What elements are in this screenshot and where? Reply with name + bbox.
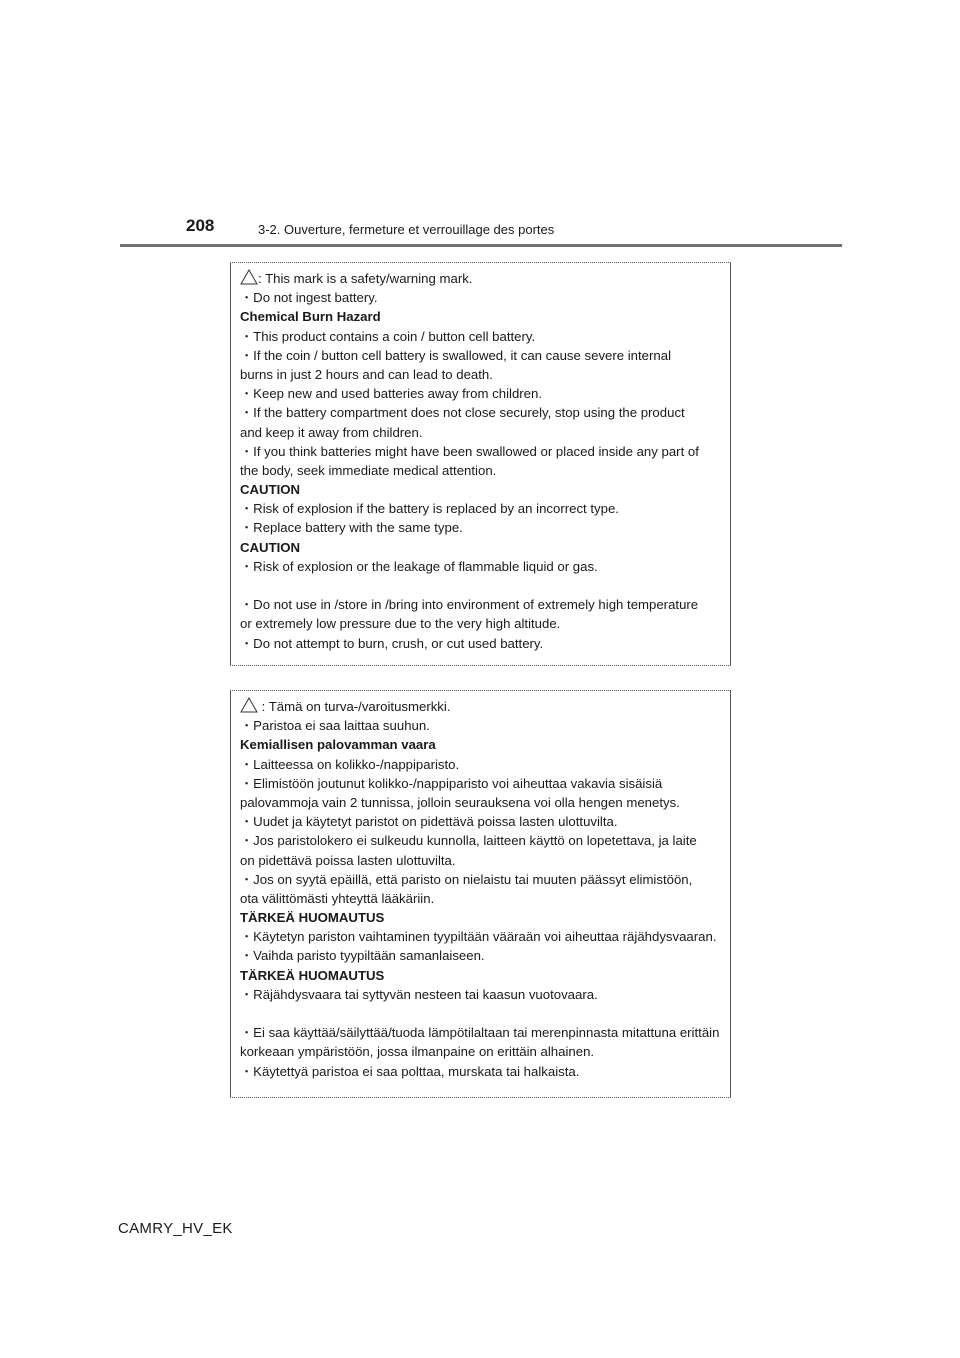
warning-heading: CAUTION bbox=[240, 539, 301, 555]
warning-text-line: and keep it away from children. bbox=[240, 424, 423, 440]
warning-text-line: ・Elimistöön joutunut kolikko-/nappiparisto voi aiheuttaa vakavia sisäisiä bbox=[240, 775, 663, 791]
warning-heading: Chemical Burn Hazard bbox=[240, 309, 381, 325]
warning-text-line: on pidettävä poissa lasten ulottuvilta. bbox=[240, 852, 456, 868]
blank-line bbox=[240, 1004, 722, 1023]
english-warning-lines bbox=[240, 288, 722, 653]
warning-text-line: palovammoja vain 2 tunnissa, jolloin seurauksena voi olla hengen menetys. bbox=[240, 794, 680, 810]
warning-heading: TÄRKEÄ HUOMAUTUS bbox=[240, 967, 385, 983]
warning-text-line: ・If you think batteries might have been swallowed or placed inside any part of bbox=[240, 443, 699, 459]
warning-text-line: ・Risk of explosion if the battery is replaced by an incorrect type. bbox=[240, 501, 619, 517]
warning-text-line: the body, seek immediate medical attention. bbox=[240, 462, 497, 478]
warning-text-line: ・Uudet ja käytetyt paristot on pidettävä poissa lasten ulottuvilta. bbox=[240, 814, 618, 830]
warning-text-line: ・This product contains a coin / button cell battery. bbox=[240, 328, 536, 344]
warning-text-line: ・Risk of explosion or the leakage of flammable liquid or gas. bbox=[240, 558, 598, 574]
warning-mark-text: : This mark is a safety/warning mark. bbox=[258, 271, 473, 286]
blank-line bbox=[240, 576, 722, 595]
warning-text-line: ・If the battery compartment does not close securely, stop using the product bbox=[240, 405, 685, 421]
section-title: 3-2. Ouverture, fermeture et verrouillage des portes bbox=[258, 222, 555, 237]
finnish-warning-box bbox=[230, 690, 731, 1098]
warning-mark-line bbox=[240, 269, 722, 288]
warning-triangle-icon bbox=[240, 269, 258, 285]
finnish-warning-lines bbox=[240, 716, 722, 1081]
warning-text-line: ・Paristoa ei saa laittaa suuhun. bbox=[240, 718, 430, 734]
warning-text-line: ・Do not attempt to burn, crush, or cut used battery. bbox=[240, 635, 544, 651]
warning-text-line: ・Jos paristolokero ei sulkeudu kunnolla, laitteen käyttö on lopetettava, ja laite bbox=[240, 833, 697, 849]
warning-text-line: ・Räjähdysvaara tai syttyvän nesteen tai kaasun vuotovaara. bbox=[240, 986, 598, 1002]
warning-text-line: ・Do not ingest battery. bbox=[240, 290, 378, 306]
warning-text-line: korkeaan ympäristöön, jossa ilmanpaine on erittäin alhainen. bbox=[240, 1044, 595, 1060]
warning-triangle-icon bbox=[240, 697, 258, 713]
warning-mark-text: : Tämä on turva-/varoitusmerkki. bbox=[258, 699, 451, 714]
warning-text-line: ・Käytetyn pariston vaihtaminen tyypiltään vääraän voi aiheuttaa räjähdysvaaran. bbox=[240, 929, 717, 945]
warning-text-line: ・Keep new and used batteries away from children. bbox=[240, 386, 543, 402]
warning-text-line: ・Laitteessa on kolikko-/nappiparisto. bbox=[240, 756, 460, 772]
warning-text-line: ota välittömästi yhteyttä lääkäriin. bbox=[240, 890, 435, 906]
header-rule bbox=[120, 244, 842, 247]
page-number: 208 bbox=[186, 216, 215, 235]
warning-text-line: ・If the coin / button cell battery is swallowed, it can cause severe internal bbox=[240, 347, 672, 363]
warning-text-line: or extremely low pressure due to the very high altitude. bbox=[240, 616, 561, 632]
warning-text-line: ・Ei saa käyttää/säilyttää/tuoda lämpötilaltaan tai merenpinnasta mitattuna erittäin bbox=[240, 1025, 720, 1041]
warning-text-line: burns in just 2 hours and can lead to death. bbox=[240, 366, 493, 382]
warning-heading: CAUTION bbox=[240, 482, 301, 498]
english-warning-box bbox=[230, 262, 731, 666]
warning-text-line: ・Replace battery with the same type. bbox=[240, 520, 463, 536]
warning-text-line: ・Jos on syytä epäillä, että paristo on nielaistu tai muuten päässyt elimistöön, bbox=[240, 871, 693, 887]
model-code: CAMRY_HV_EK bbox=[118, 1220, 233, 1237]
warning-mark-line bbox=[240, 697, 722, 716]
warning-heading: TÄRKEÄ HUOMAUTUS bbox=[240, 910, 385, 926]
warning-text-line: ・Do not use in /store in /bring into environment of extremely high temperature bbox=[240, 597, 699, 613]
warning-text-line: ・Käytettyä paristoa ei saa polttaa, murskata tai halkaista. bbox=[240, 1063, 580, 1079]
warning-text-line: ・Vaihda paristo tyypiltään samanlaiseen. bbox=[240, 948, 485, 964]
warning-heading: Kemiallisen palovamman vaara bbox=[240, 737, 436, 753]
